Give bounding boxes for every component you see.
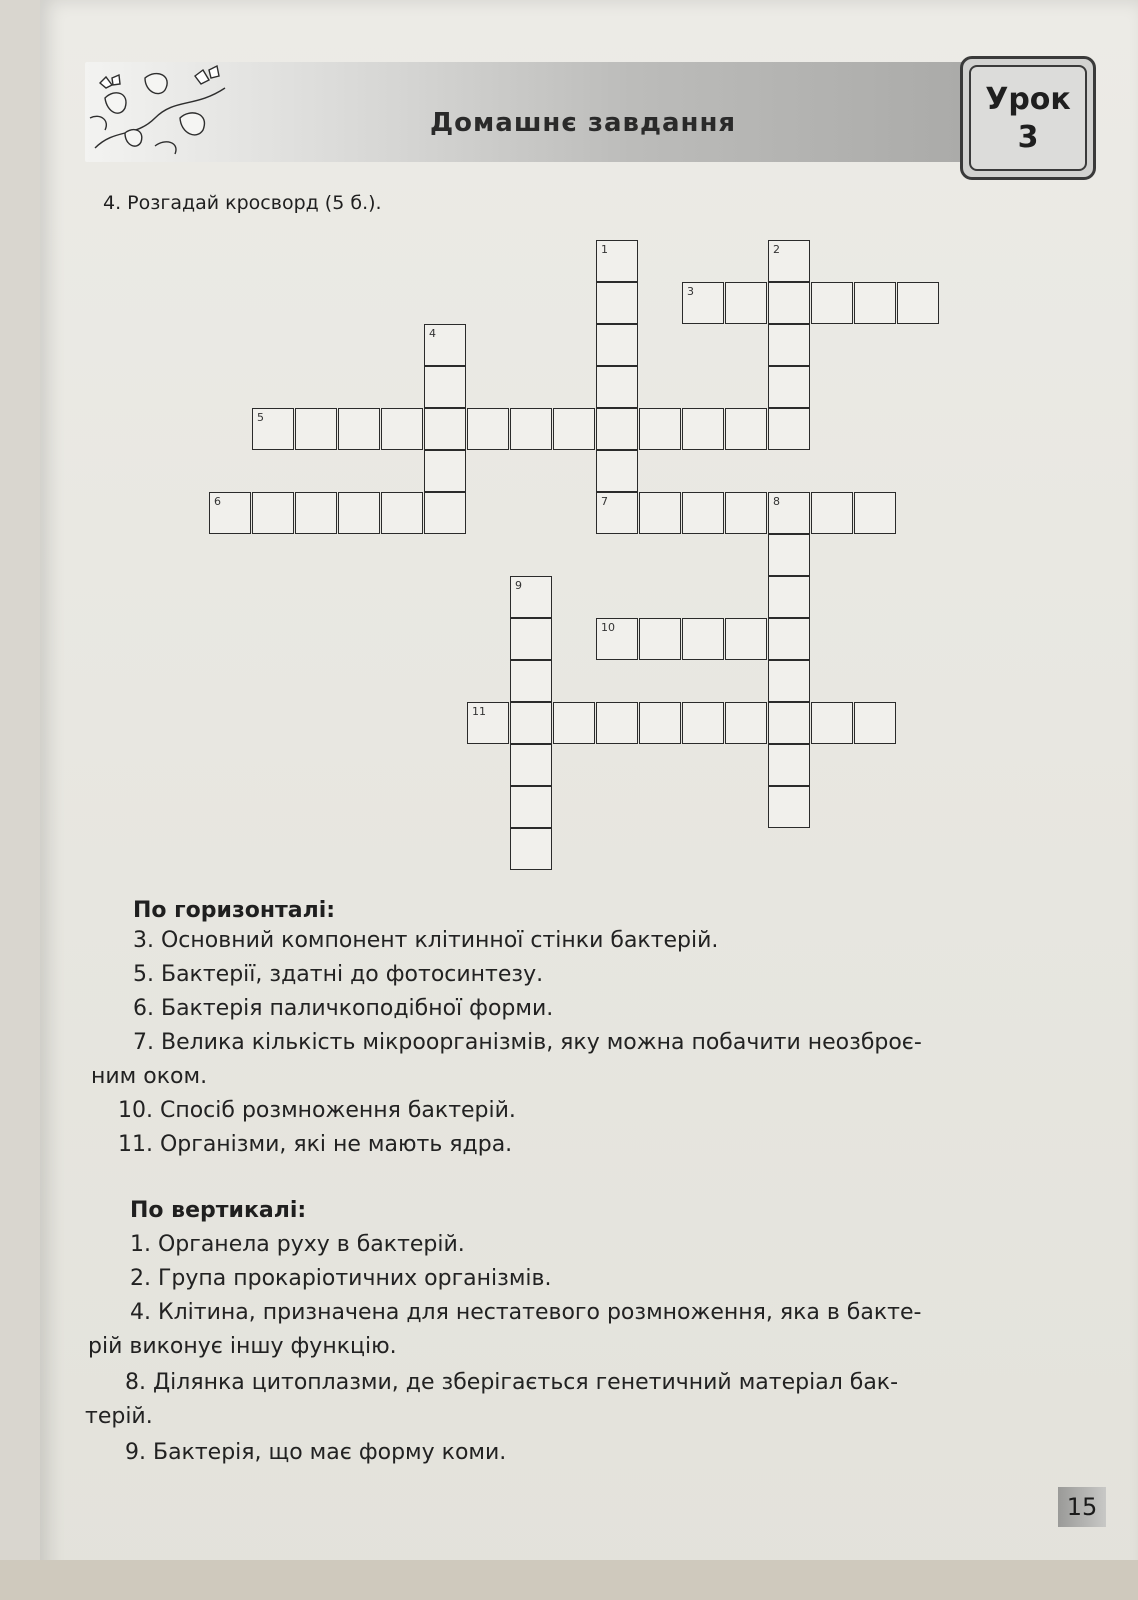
clue-across-10: 10. Спосіб розмноження бактерій. [118, 1098, 516, 1123]
crossword-cell[interactable] [682, 282, 724, 324]
clue-across-5: 5. Бактерії, здатні до фотосинтезу. [133, 962, 544, 987]
crossword-cell[interactable] [510, 744, 552, 786]
crossword-cell[interactable] [424, 450, 466, 492]
page [40, 0, 1138, 1600]
crossword-cell[interactable] [682, 492, 724, 534]
page-title: Домашнє завдання [430, 108, 737, 138]
crossword-cell[interactable] [510, 576, 552, 618]
crossword-cell[interactable] [338, 492, 380, 534]
crossword-cell[interactable] [467, 702, 509, 744]
crossword-number: 6 [214, 495, 221, 508]
crossword-cell[interactable] [682, 702, 724, 744]
crossword-cell[interactable] [295, 492, 337, 534]
crossword-cell[interactable] [510, 408, 552, 450]
task-text: 4. Розгадай кросворд (5 б.). [103, 192, 382, 214]
crossword-cell[interactable] [596, 324, 638, 366]
clue-down-8: 8. Ділянка цитоплазми, де зберігається генетичний матеріал бак- [125, 1370, 899, 1395]
crossword-cell[interactable] [768, 240, 810, 282]
crossword-cell[interactable] [768, 576, 810, 618]
crossword-cell[interactable] [209, 492, 251, 534]
crossword-cell[interactable] [510, 660, 552, 702]
crossword-cell[interactable] [811, 282, 853, 324]
crossword-cell[interactable] [252, 408, 294, 450]
crossword-number: 4 [429, 327, 436, 340]
crossword-cell[interactable] [768, 702, 810, 744]
crossword-cell[interactable] [553, 702, 595, 744]
crossword-cell[interactable] [424, 408, 466, 450]
crossword-number: 10 [601, 621, 615, 634]
crossword-cell[interactable] [725, 618, 767, 660]
clue-down-1: 1. Органела руху в бактерій. [130, 1232, 465, 1257]
crossword-cell[interactable] [553, 408, 595, 450]
crossword-number: 2 [773, 243, 780, 256]
page-number: 15 [1058, 1487, 1106, 1527]
crossword-number: 8 [773, 495, 780, 508]
crossword-cell[interactable] [424, 324, 466, 366]
crossword-number: 7 [601, 495, 608, 508]
crossword-cell[interactable] [295, 408, 337, 450]
across-title: По горизонталі: [133, 898, 336, 923]
crossword-cell[interactable] [768, 408, 810, 450]
crossword-cell[interactable] [596, 618, 638, 660]
crossword-cell[interactable] [811, 492, 853, 534]
crossword-number: 9 [515, 579, 522, 592]
clue-across-6: 6. Бактерія паличкоподібної форми. [133, 996, 554, 1021]
lesson-label: Урок [985, 82, 1071, 117]
crossword-cell[interactable] [854, 702, 896, 744]
crossword-cell[interactable] [768, 786, 810, 828]
crossword-number: 3 [687, 285, 694, 298]
crossword-cell[interactable] [510, 786, 552, 828]
crossword-cell[interactable] [768, 324, 810, 366]
crossword-cell[interactable] [768, 366, 810, 408]
crossword-cell[interactable] [639, 702, 681, 744]
crossword-cell[interactable] [639, 618, 681, 660]
crossword-cell[interactable] [510, 618, 552, 660]
crossword-cell[interactable] [510, 828, 552, 870]
crossword-cell[interactable] [725, 408, 767, 450]
crossword-cell[interactable] [596, 702, 638, 744]
clue-down-4: 4. Клітина, призначена для нестатевого розмноження, яка в бакте- [130, 1300, 922, 1325]
crossword-cell[interactable] [596, 408, 638, 450]
crossword-cell[interactable] [768, 744, 810, 786]
crossword-cell[interactable] [854, 492, 896, 534]
clue-down-8-cont: терій. [85, 1404, 153, 1429]
crossword-cell[interactable] [596, 492, 638, 534]
lesson-number: 3 [1017, 120, 1039, 155]
clue-across-7: 7. Велика кількість мікроорганізмів, яку можна побачити неозброє- [133, 1030, 922, 1055]
crossword-cell[interactable] [510, 702, 552, 744]
lesson-badge [960, 56, 1096, 180]
crossword-number: 1 [601, 243, 608, 256]
crossword-cell[interactable] [768, 282, 810, 324]
clue-down-9: 9. Бактерія, що має форму коми. [125, 1440, 507, 1465]
crossword-cell[interactable] [424, 492, 466, 534]
crossword-cell[interactable] [682, 408, 724, 450]
clue-across-7-cont: ним оком. [91, 1064, 208, 1089]
crossword-cell[interactable] [596, 282, 638, 324]
crossword-cell[interactable] [854, 282, 896, 324]
crossword-cell[interactable] [381, 492, 423, 534]
crossword-cell[interactable] [897, 282, 939, 324]
crossword-cell[interactable] [639, 492, 681, 534]
crossword-cell[interactable] [252, 492, 294, 534]
butterfly-ornament-icon [85, 58, 235, 164]
crossword-cell[interactable] [338, 408, 380, 450]
crossword-cell[interactable] [381, 408, 423, 450]
crossword-cell[interactable] [725, 702, 767, 744]
crossword-cell[interactable] [467, 408, 509, 450]
clue-down-4-cont: рій виконує іншу функцію. [88, 1334, 397, 1359]
crossword-cell[interactable] [725, 282, 767, 324]
crossword-cell[interactable] [639, 408, 681, 450]
crossword-cell[interactable] [424, 366, 466, 408]
down-title: По вертикалі: [130, 1198, 307, 1223]
crossword-cell[interactable] [682, 618, 724, 660]
crossword-cell[interactable] [768, 618, 810, 660]
crossword-cell[interactable] [768, 660, 810, 702]
crossword-cell[interactable] [596, 240, 638, 282]
crossword-cell[interactable] [768, 492, 810, 534]
page-edge [0, 1560, 1138, 1600]
crossword-cell[interactable] [596, 450, 638, 492]
crossword-cell[interactable] [811, 702, 853, 744]
clue-across-3: 3. Основний компонент клітинної стінки бактерій. [133, 928, 719, 953]
crossword-cell[interactable] [596, 366, 638, 408]
crossword-number: 5 [257, 411, 264, 424]
crossword-cell[interactable] [768, 534, 810, 576]
clue-down-2: 2. Група прокаріотичних організмів. [130, 1266, 552, 1291]
crossword-cell[interactable] [725, 492, 767, 534]
clue-across-11: 11. Організми, які не мають ядра. [118, 1132, 513, 1157]
crossword-number: 11 [472, 705, 486, 718]
